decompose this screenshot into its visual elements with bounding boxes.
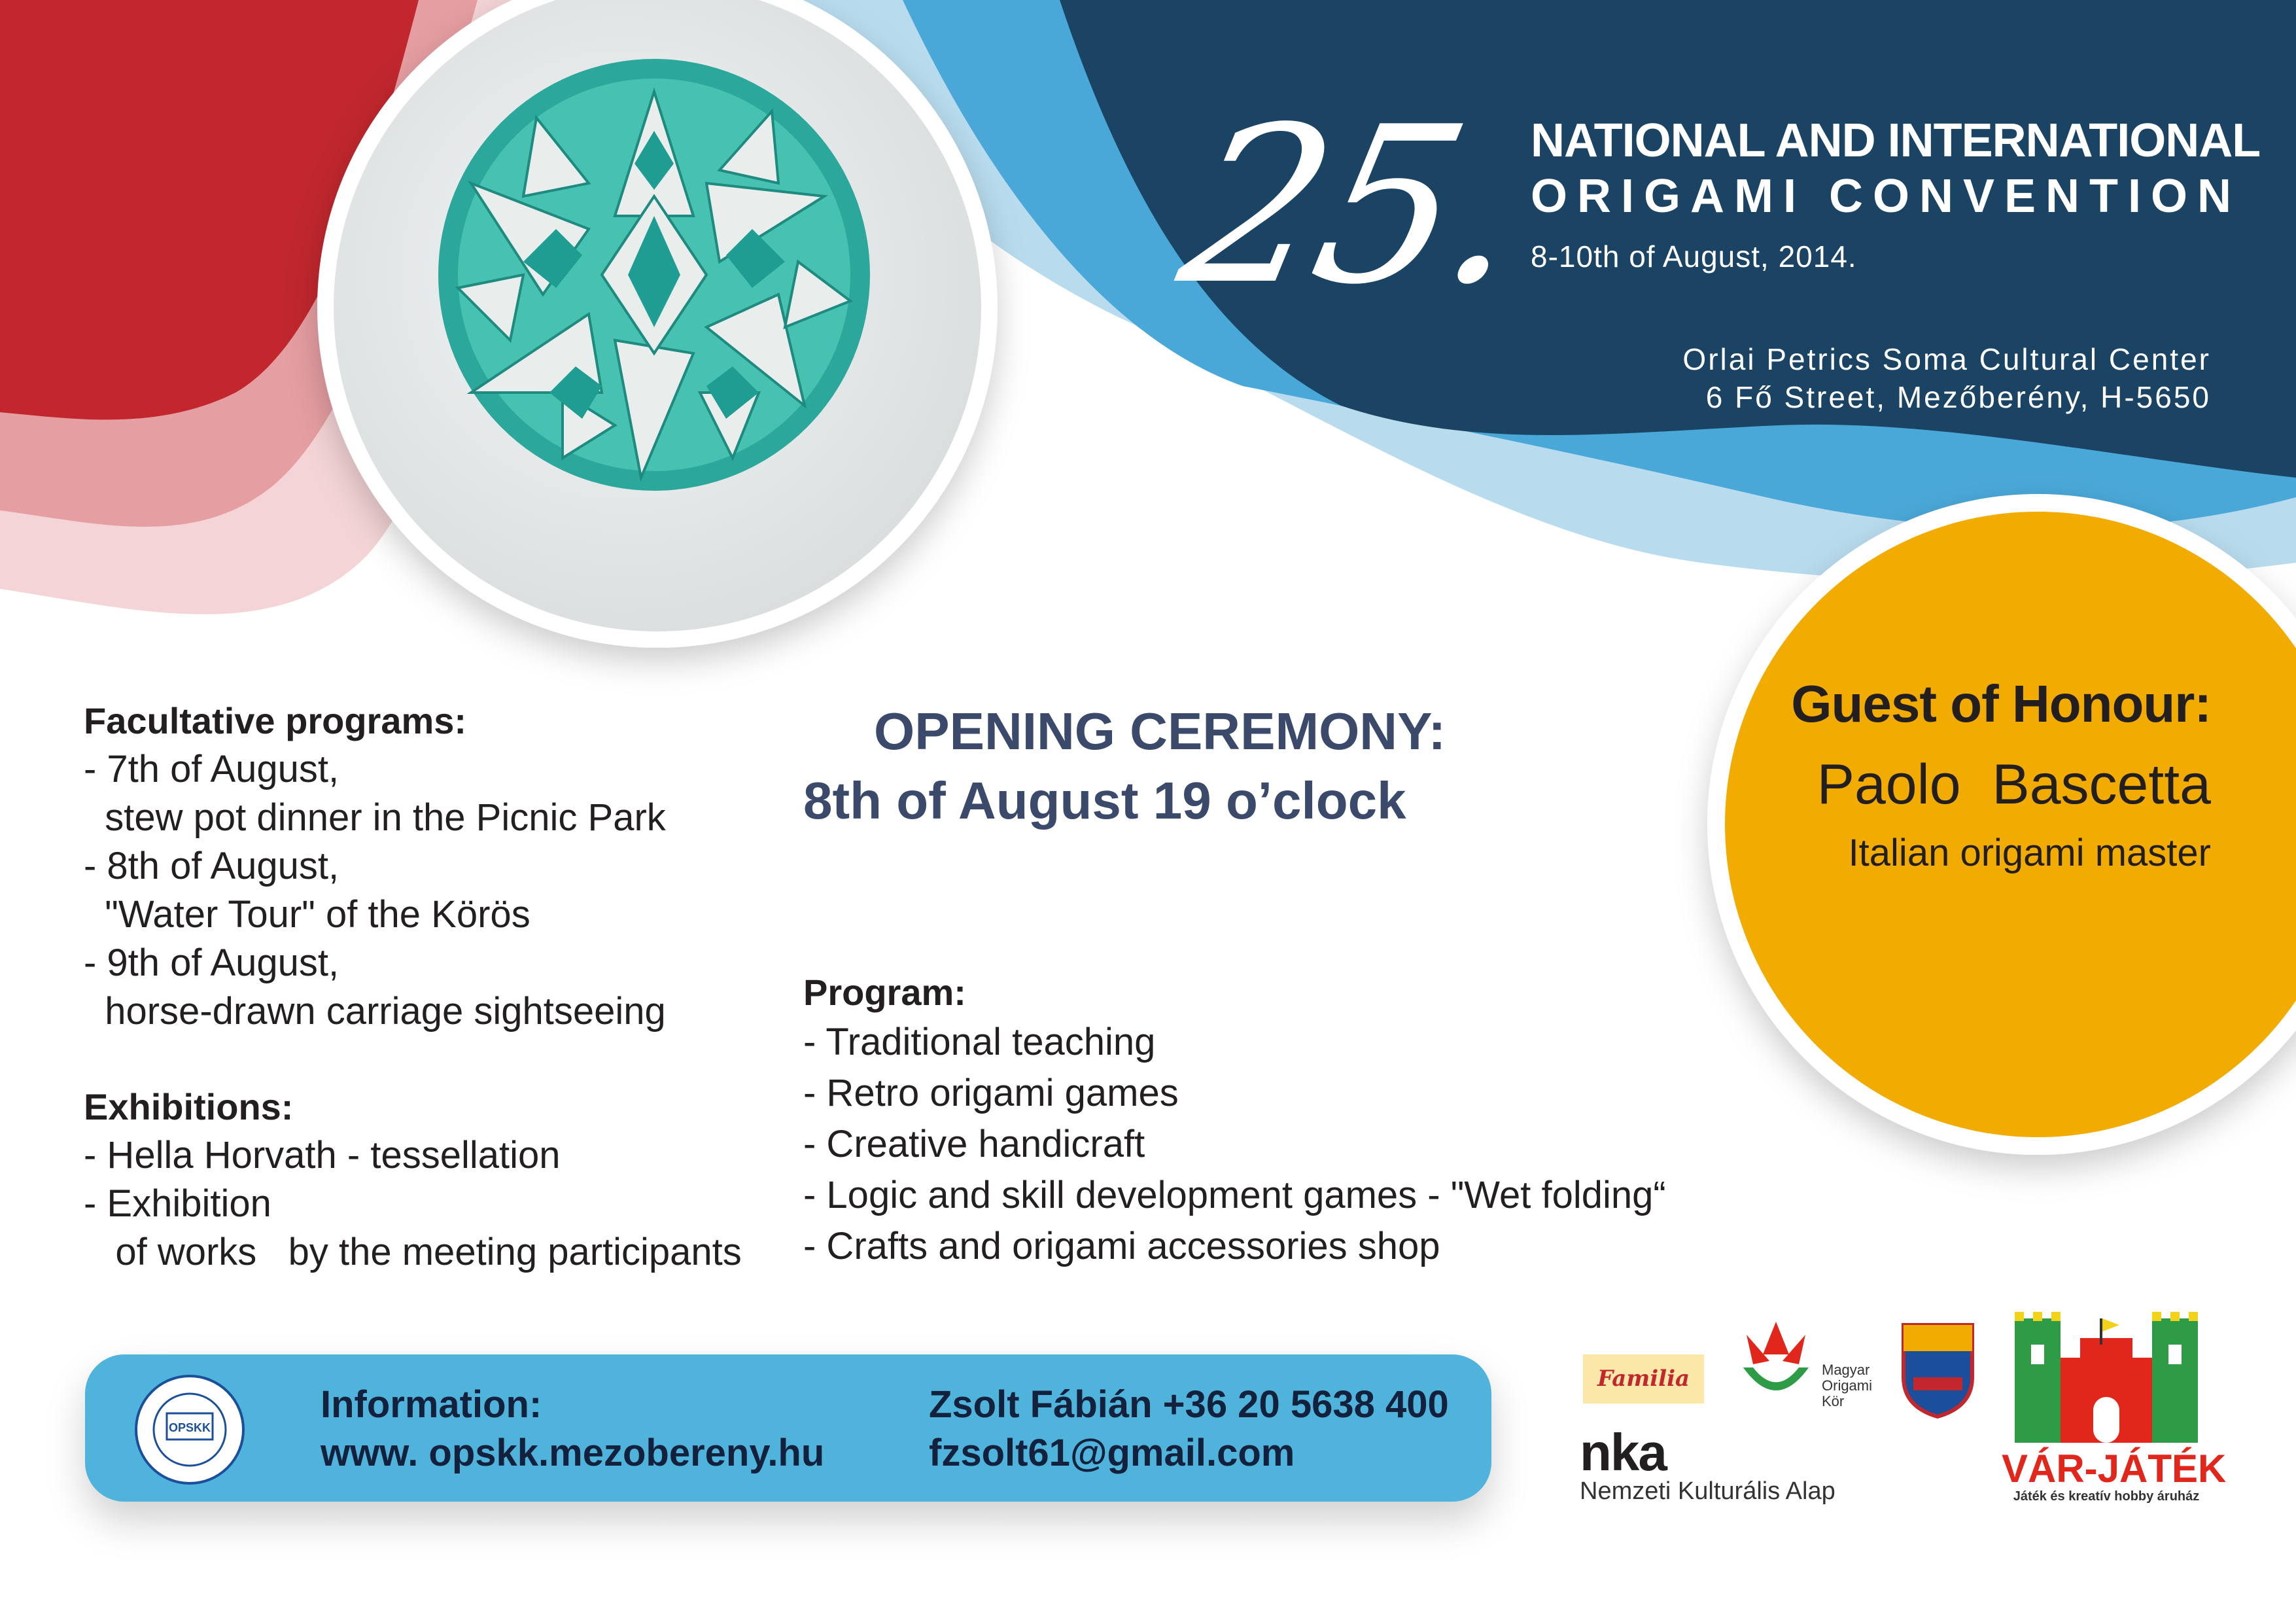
nka-logo-text: nka — [1580, 1423, 1666, 1481]
nka-subtitle: Nemzeti Kulturális Alap — [1580, 1477, 1835, 1505]
guest-role: Italian origami master — [1848, 832, 2211, 874]
opskk-logo — [134, 1374, 245, 1485]
program-list — [803, 968, 1752, 1272]
exhibitions-heading: Exhibitions: — [84, 1086, 294, 1127]
opskk-logo-text: OPSKK — [168, 1421, 211, 1434]
guest-heading: Guest of Honour: — [1791, 675, 2211, 733]
title-line-2: ORIGAMI CONVENTION — [1531, 170, 2242, 222]
facultative-line: stew pot dinner in the Picnic Park — [84, 796, 666, 839]
left-column — [84, 697, 816, 1277]
familia-logo-text: Familia — [1597, 1366, 1690, 1392]
opening-heading: OPENING CEREMONY: — [874, 702, 1446, 760]
facultative-heading: Facultative programs: — [84, 700, 467, 741]
var-jatek-castle-logo — [2002, 1305, 2211, 1443]
facultative-line: "Water Tour" of the Körös — [84, 893, 531, 936]
opening-time: 8th of August 19 o’clock — [803, 771, 1406, 830]
exhibition-line: - Exhibition — [84, 1182, 271, 1225]
guest-name: Paolo Bascetta — [1817, 753, 2211, 816]
mok-line: Magyar — [1822, 1362, 1870, 1378]
mok-line: Origami — [1822, 1377, 1873, 1394]
exhibition-line: of works by the meeting participants — [84, 1231, 742, 1273]
var-jatek-title: VÁR-JÁTÉK — [2002, 1447, 2227, 1491]
venue-address: 6 Fő Street, Mezőberény, H-5650 — [1705, 380, 2211, 414]
program-heading: Program: — [803, 972, 966, 1013]
event-dates: 8-10th of August, 2014. — [1531, 239, 1857, 274]
magyar-origami-kor-text — [1822, 1362, 1872, 1409]
facultative-line: - 7th of August, — [84, 748, 339, 790]
opening-ceremony — [803, 697, 1446, 836]
edition-number: 25. — [1164, 80, 1541, 332]
exhibition-line: - Hella Horvath - tessellation — [84, 1134, 561, 1176]
website-link[interactable]: www. opskk.mezobereny.hu — [321, 1432, 825, 1474]
venue-name: Orlai Petrics Soma Cultural Center — [1682, 342, 2211, 376]
information-right — [929, 1381, 1449, 1477]
program-item: - Retro origami games — [803, 1072, 1179, 1114]
origami-ball-image — [438, 59, 870, 491]
program-item: - Traditional teaching — [803, 1021, 1156, 1063]
magyar-origami-kor-logo-mark — [1733, 1315, 1818, 1413]
facultative-line: horse-drawn carriage sightseeing — [84, 990, 666, 1033]
program-item: - Creative handicraft — [803, 1123, 1145, 1165]
venue — [1682, 340, 2211, 416]
information-left — [321, 1381, 824, 1477]
information-label: Information: — [321, 1383, 542, 1426]
title-line-1: NATIONAL AND INTERNATIONAL — [1531, 115, 2261, 167]
var-jatek-subtitle: Játék és kreatív hobby áruház — [2013, 1489, 2200, 1504]
familia-logo — [1583, 1354, 1704, 1403]
program-item: - Crafts and origami accessories shop — [803, 1225, 1440, 1267]
program-item: - Logic and skill development games - "Wet folding“ — [803, 1174, 1666, 1216]
facultative-line: - 8th of August, — [84, 845, 339, 887]
coat-of-arms-logo — [1897, 1312, 1979, 1420]
contact-email[interactable]: fzsolt61@gmail.com — [929, 1432, 1295, 1474]
facultative-line: - 9th of August, — [84, 942, 339, 984]
mok-line: Kör — [1822, 1393, 1845, 1409]
nka-logo — [1580, 1423, 1666, 1481]
contact-phone: Zsolt Fábián +36 20 5638 400 — [929, 1383, 1449, 1426]
